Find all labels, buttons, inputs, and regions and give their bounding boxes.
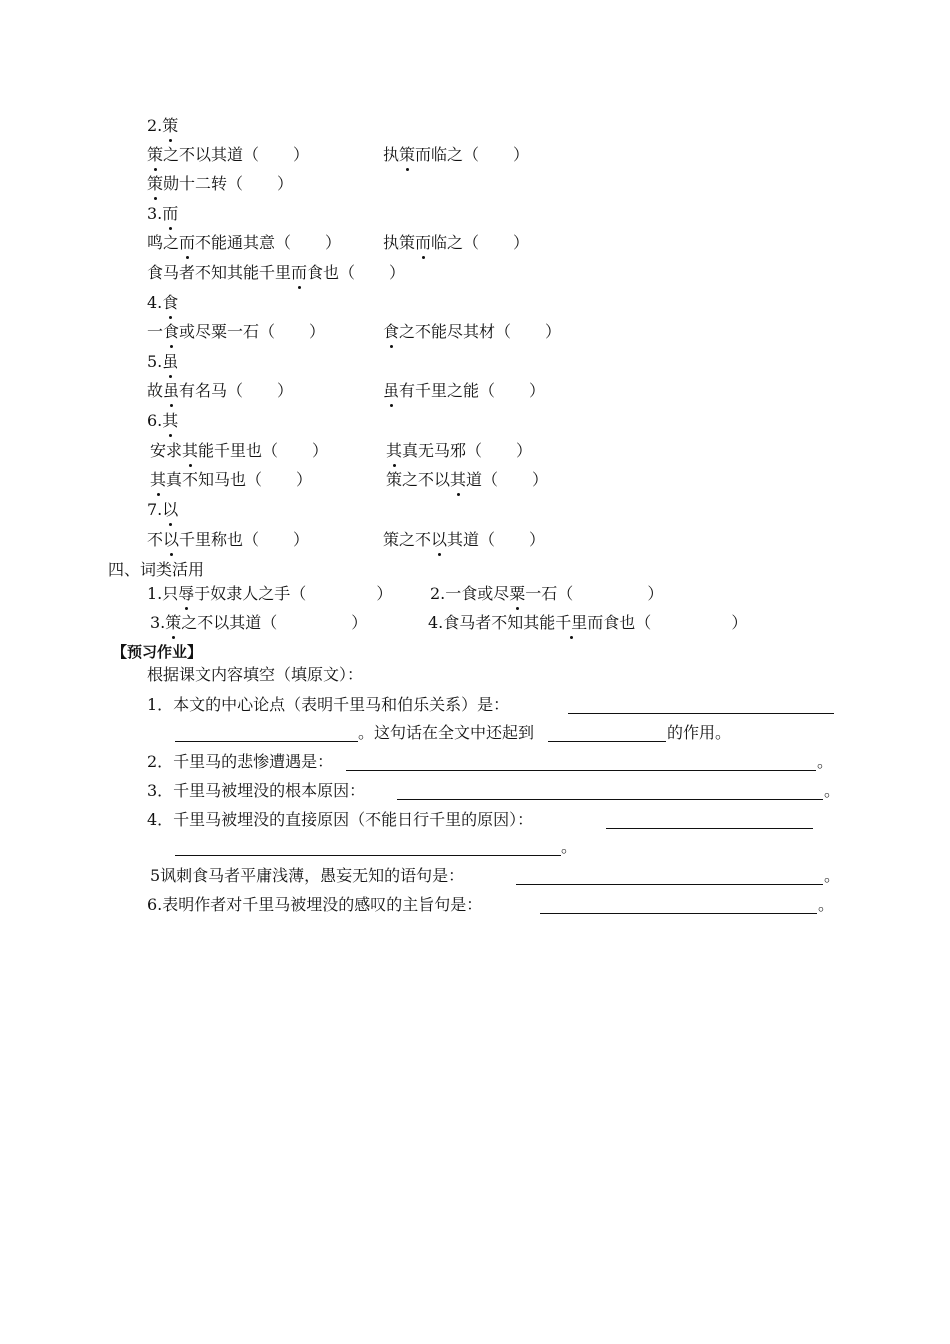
question-5-text: 5讽刺食马者平庸浅薄，愚妄无知的语句是： (150, 866, 465, 885)
question-4-text: 4．千里马被埋没的直接原因（不能日行千里的原因）： (147, 810, 534, 829)
question-6-text: 6.表明作者对千里马被埋没的感叹的主旨句是： (147, 895, 483, 914)
question-1-text-2: 。这句话在全文中还起到 (358, 723, 535, 742)
question-3-text: 3．千里马被埋没的根本原因： (147, 781, 366, 800)
section-4-question-3: 3.策之不以其道（ ） (150, 613, 368, 632)
item-6-phrase-4: 策之不以其道（ ） (386, 470, 549, 489)
question-4-answer-line-2[interactable] (175, 855, 561, 856)
item-2-phrase-2: 执策而临之（ ） (383, 145, 530, 164)
item-4-phrase-2: 食之不能尽其材（ ） (383, 322, 562, 341)
question-1-answer-line[interactable] (568, 713, 834, 714)
item-6-phrase-1: 安求其能千里也（ ） (150, 441, 329, 460)
item-6-heading: 6.其 (147, 411, 179, 430)
item-4-heading: 4.食 (147, 293, 179, 312)
question-2-period: 。 (817, 752, 834, 771)
item-2-heading: 2.策 (147, 116, 179, 135)
item-3-phrase-1: 鸣之而不能通其意（ ） (147, 233, 342, 252)
question-3-answer-line[interactable] (397, 799, 823, 800)
item-2-phrase-1: 策之不以其道（ ） (147, 145, 310, 164)
question-5-period: 。 (824, 866, 841, 885)
section-4-question-2: 2.一食或尽粟一石（ ） (430, 584, 664, 603)
item-7-heading: 7.以 (147, 500, 179, 519)
item-6-phrase-2: 其真无马邪（ ） (386, 441, 533, 460)
item-5-heading: 5.虽 (147, 352, 179, 371)
item-5-phrase-2: 虽有千里之能（ ） (383, 381, 546, 400)
question-1-text-3: 的作用。 (667, 723, 732, 742)
item-2-phrase-3: 策勋十二转（ ） (147, 174, 294, 193)
question-2-answer-line[interactable] (346, 770, 816, 771)
item-3-phrase-2: 执策而临之（ ） (383, 233, 530, 252)
question-1-role-line[interactable] (548, 741, 666, 742)
section-4-title: 四、词类活用 (108, 560, 205, 579)
question-1-text: 1．本文的中心论点（表明千里马和伯乐关系）是： (147, 695, 510, 714)
item-4-phrase-1: 一食或尽粟一石（ ） (147, 322, 326, 341)
item-7-phrase-2: 策之不以其道（ ） (383, 530, 546, 549)
question-4-period: 。 (561, 837, 578, 856)
question-6-answer-line[interactable] (540, 913, 817, 914)
section-4-question-1: 1.只辱于奴隶人之手（ ） (147, 584, 393, 603)
question-1-answer-line-2[interactable] (175, 741, 358, 742)
question-6-period: 。 (818, 895, 835, 914)
question-5-answer-line[interactable] (516, 884, 823, 885)
homework-intro: 根据课文内容填空（填原文）： (147, 665, 364, 684)
item-3-heading: 3.而 (147, 204, 179, 223)
item-5-phrase-1: 故虽有名马（ ） (147, 381, 294, 400)
item-6-phrase-3: 其真不知马也（ ） (150, 470, 313, 489)
question-4-answer-line[interactable] (606, 828, 813, 829)
section-4-question-4: 4.食马者不知其能千里而食也（ ） (428, 613, 748, 632)
item-7-phrase-1: 不以千里称也（ ） (147, 530, 310, 549)
item-3-phrase-3: 食马者不知其能千里而食也（ ） (147, 263, 406, 282)
question-2-text: 2．千里马的悲惨遭遇是： (147, 752, 334, 771)
homework-title: 【预习作业】 (112, 643, 203, 661)
question-3-period: 。 (824, 781, 841, 800)
